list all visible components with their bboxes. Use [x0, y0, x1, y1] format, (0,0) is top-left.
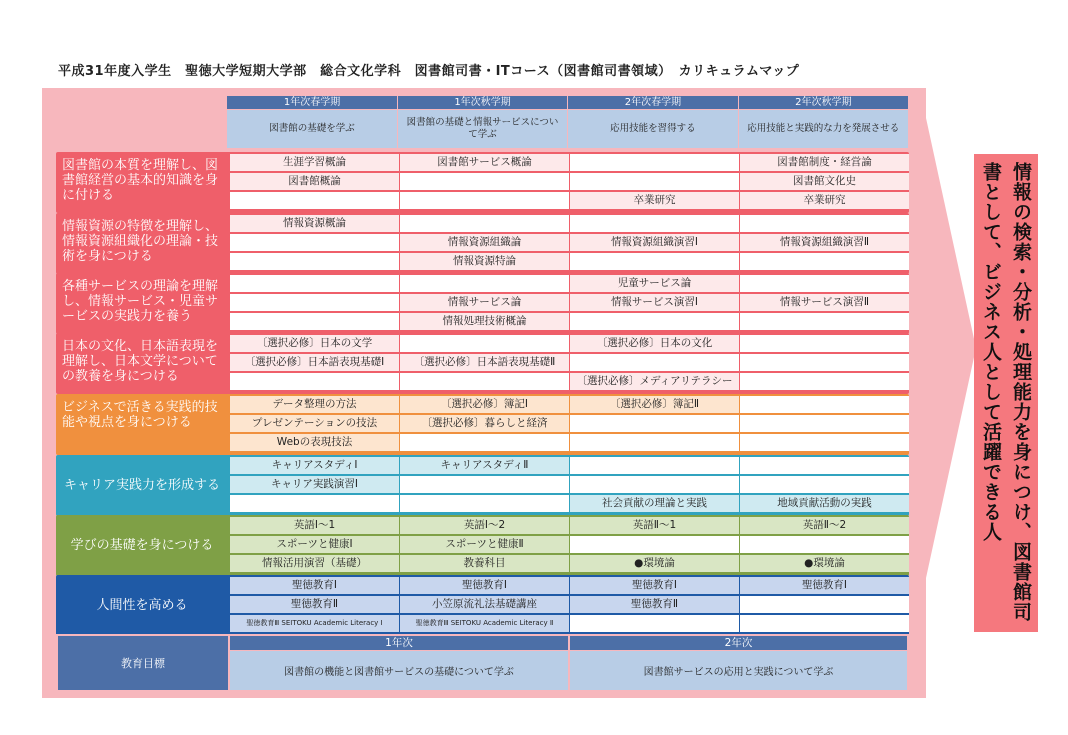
- course-cell: 小笠原流礼法基礎講座: [400, 596, 569, 613]
- course-cell: [740, 396, 909, 413]
- course-cell: [570, 476, 739, 493]
- goal-text: 図書館の機能と図書館サービスの基礎について学ぶ: [230, 651, 568, 690]
- course-cell: 卒業研究: [570, 192, 739, 209]
- course-cell: [570, 253, 739, 270]
- course-cell: 聖徳教育Ⅰ: [570, 577, 739, 594]
- course-cell: [740, 215, 909, 232]
- course-cell: [400, 434, 569, 451]
- outcome-group: [56, 515, 909, 576]
- course-cell: プレゼンテーションの技法: [230, 415, 399, 432]
- outcome-group: [56, 455, 909, 516]
- course-cell: [570, 173, 739, 190]
- course-cell: 図書館制度・経営論: [740, 154, 909, 171]
- outcome-group: [56, 213, 909, 274]
- term-name: 2年次春学期: [568, 96, 737, 109]
- course-cell: 情報資源概論: [230, 215, 399, 232]
- course-cell: [570, 354, 739, 371]
- course-cell: キャリア実践演習Ⅰ: [230, 476, 399, 493]
- course-cell: [230, 495, 399, 512]
- education-goal: [56, 634, 909, 692]
- term-goal: 応用技能と実践的な力を発展させる: [739, 110, 908, 148]
- course-cell: 聖徳教育Ⅱ: [230, 596, 399, 613]
- course-cell: 社会貢献の理論と実践: [570, 495, 739, 512]
- course-cell: 〔選択必修〕日本語表現基礎Ⅰ: [230, 354, 399, 371]
- course-cell: [740, 313, 909, 330]
- course-cell: [400, 495, 569, 512]
- course-cell: 英語Ⅱ～2: [740, 517, 909, 534]
- term-name: 1年次春学期: [227, 96, 396, 109]
- course-cell: [740, 335, 909, 352]
- course-cell: [230, 192, 399, 209]
- course-cell: [740, 275, 909, 292]
- term-name: 1年次秋学期: [398, 96, 567, 109]
- course-cell: [740, 434, 909, 451]
- course-cell: 〔選択必修〕メディアリテラシー: [570, 373, 739, 390]
- course-cell: 聖徳教育Ⅰ: [400, 577, 569, 594]
- course-cell: 情報サービス演習Ⅰ: [570, 294, 739, 311]
- course-cell: [230, 313, 399, 330]
- course-cell: [400, 192, 569, 209]
- group-label: 学びの基礎を身につける: [58, 517, 226, 574]
- group-label: 日本の文化、日本語表現を理解し、日本文学についての教養を身につける: [58, 335, 226, 392]
- goal-year: 1年次: [230, 636, 568, 650]
- arrow-shape: [926, 118, 976, 578]
- course-cell: [740, 615, 909, 632]
- outcome-group: [56, 273, 909, 334]
- course-cell: 情報資源組織論: [400, 234, 569, 251]
- course-cell: 教養科目: [400, 555, 569, 572]
- course-cell: 聖徳教育Ⅲ SEITOKU Academic Literacy Ⅱ: [400, 615, 569, 632]
- course-cell: 情報資源組織演習Ⅰ: [570, 234, 739, 251]
- course-cell: 情報資源組織演習Ⅱ: [740, 234, 909, 251]
- education-goal-label: 教育目標: [58, 636, 228, 690]
- course-cell: [570, 615, 739, 632]
- course-cell: [570, 154, 739, 171]
- course-cell: [400, 173, 569, 190]
- course-cell: [230, 373, 399, 390]
- course-cell: 情報資源特論: [400, 253, 569, 270]
- group-label: 人間性を高める: [58, 577, 226, 634]
- course-cell: [230, 275, 399, 292]
- group-label: 図書館の本質を理解し、図書館経営の基本的知識を身に付ける: [58, 154, 226, 211]
- course-cell: [740, 476, 909, 493]
- course-cell: スポーツと健康Ⅱ: [400, 536, 569, 553]
- course-cell: 聖徳教育Ⅱ: [570, 596, 739, 613]
- group-label: キャリア実践力を形成する: [58, 457, 226, 514]
- course-cell: [400, 476, 569, 493]
- course-cell: [740, 415, 909, 432]
- goal-text: 図書館サービスの応用と実践について学ぶ: [570, 651, 907, 690]
- outcome-group: [56, 394, 909, 455]
- course-cell: 〔選択必修〕日本の文化: [570, 335, 739, 352]
- course-cell: 図書館サービス概論: [400, 154, 569, 171]
- course-cell: [740, 536, 909, 553]
- course-cell: 卒業研究: [740, 192, 909, 209]
- course-cell: [570, 536, 739, 553]
- course-cell: 聖徳教育Ⅰ: [230, 577, 399, 594]
- goal-year: 2年次: [570, 636, 907, 650]
- outcome-group: [56, 333, 909, 394]
- page-title: 平成31年度入学生 聖徳大学短期大学部 総合文化学科 図書館司書・ITコース（図書館司書領域） カリキュラムマップ: [58, 64, 800, 79]
- course-cell: 〔選択必修〕日本語表現基礎Ⅱ: [400, 354, 569, 371]
- group-label: 各種サービスの理論を理解し、情報サービス・児童サービスの実践力を養う: [58, 275, 226, 332]
- course-cell: [740, 457, 909, 474]
- course-cell: [230, 294, 399, 311]
- course-cell: 〔選択必修〕日本の文学: [230, 335, 399, 352]
- outcome-group: [56, 575, 909, 636]
- course-cell: 図書館文化史: [740, 173, 909, 190]
- course-cell: 英語Ⅰ～1: [230, 517, 399, 534]
- course-cell: [230, 253, 399, 270]
- term-goal: 図書館の基礎を学ぶ: [227, 110, 396, 148]
- course-cell: 児童サービス論: [570, 275, 739, 292]
- course-cell: [740, 373, 909, 390]
- course-cell: [740, 596, 909, 613]
- course-cell: 〔選択必修〕暮らしと経済: [400, 415, 569, 432]
- course-cell: 情報処理技術概論: [400, 313, 569, 330]
- outcome-box: 情報の検索・分析・処理能力を身につけ、図書館司書として、ビジネス人として活躍できる人: [974, 154, 1038, 632]
- course-cell: [400, 215, 569, 232]
- course-cell: [740, 354, 909, 371]
- course-cell: 生涯学習概論: [230, 154, 399, 171]
- course-cell: 〔選択必修〕簿記Ⅱ: [570, 396, 739, 413]
- course-cell: 聖徳教育Ⅲ SEITOKU Academic Literacy Ⅰ: [230, 615, 399, 632]
- course-cell: 〔選択必修〕簿記Ⅰ: [400, 396, 569, 413]
- course-cell: 図書館概論: [230, 173, 399, 190]
- course-cell: Webの表現技法: [230, 434, 399, 451]
- course-cell: [400, 373, 569, 390]
- course-cell: 英語Ⅱ～1: [570, 517, 739, 534]
- course-cell: 地域貢献活動の実践: [740, 495, 909, 512]
- course-cell: [230, 234, 399, 251]
- course-cell: [740, 253, 909, 270]
- term-goal: 応用技能を習得する: [568, 110, 737, 148]
- term-goal: 図書館の基礎と情報サービスについて学ぶ: [398, 110, 567, 148]
- course-cell: キャリアスタディⅠ: [230, 457, 399, 474]
- course-cell: [400, 275, 569, 292]
- term-name: 2年次秋学期: [739, 96, 908, 109]
- course-cell: 英語Ⅰ～2: [400, 517, 569, 534]
- course-cell: 情報活用演習（基礎）: [230, 555, 399, 572]
- course-cell: スポーツと健康Ⅰ: [230, 536, 399, 553]
- course-cell: [570, 415, 739, 432]
- course-cell: ●環境論: [740, 555, 909, 572]
- course-cell: [570, 457, 739, 474]
- course-cell: データ整理の方法: [230, 396, 399, 413]
- course-cell: ●環境論: [570, 555, 739, 572]
- group-label: ビジネスで活きる実践的技能や視点を身につける: [58, 396, 226, 453]
- course-cell: 情報サービス論: [400, 294, 569, 311]
- course-cell: [400, 335, 569, 352]
- course-cell: [570, 313, 739, 330]
- course-cell: 情報サービス演習Ⅱ: [740, 294, 909, 311]
- outcome-group: [56, 152, 909, 213]
- course-cell: [570, 215, 739, 232]
- group-label: 情報資源の特徴を理解し、情報資源組織化の理論・技術を身につける: [58, 215, 226, 272]
- course-cell: キャリアスタディⅡ: [400, 457, 569, 474]
- course-cell: 聖徳教育Ⅰ: [740, 577, 909, 594]
- course-cell: [570, 434, 739, 451]
- term-header: [56, 96, 909, 148]
